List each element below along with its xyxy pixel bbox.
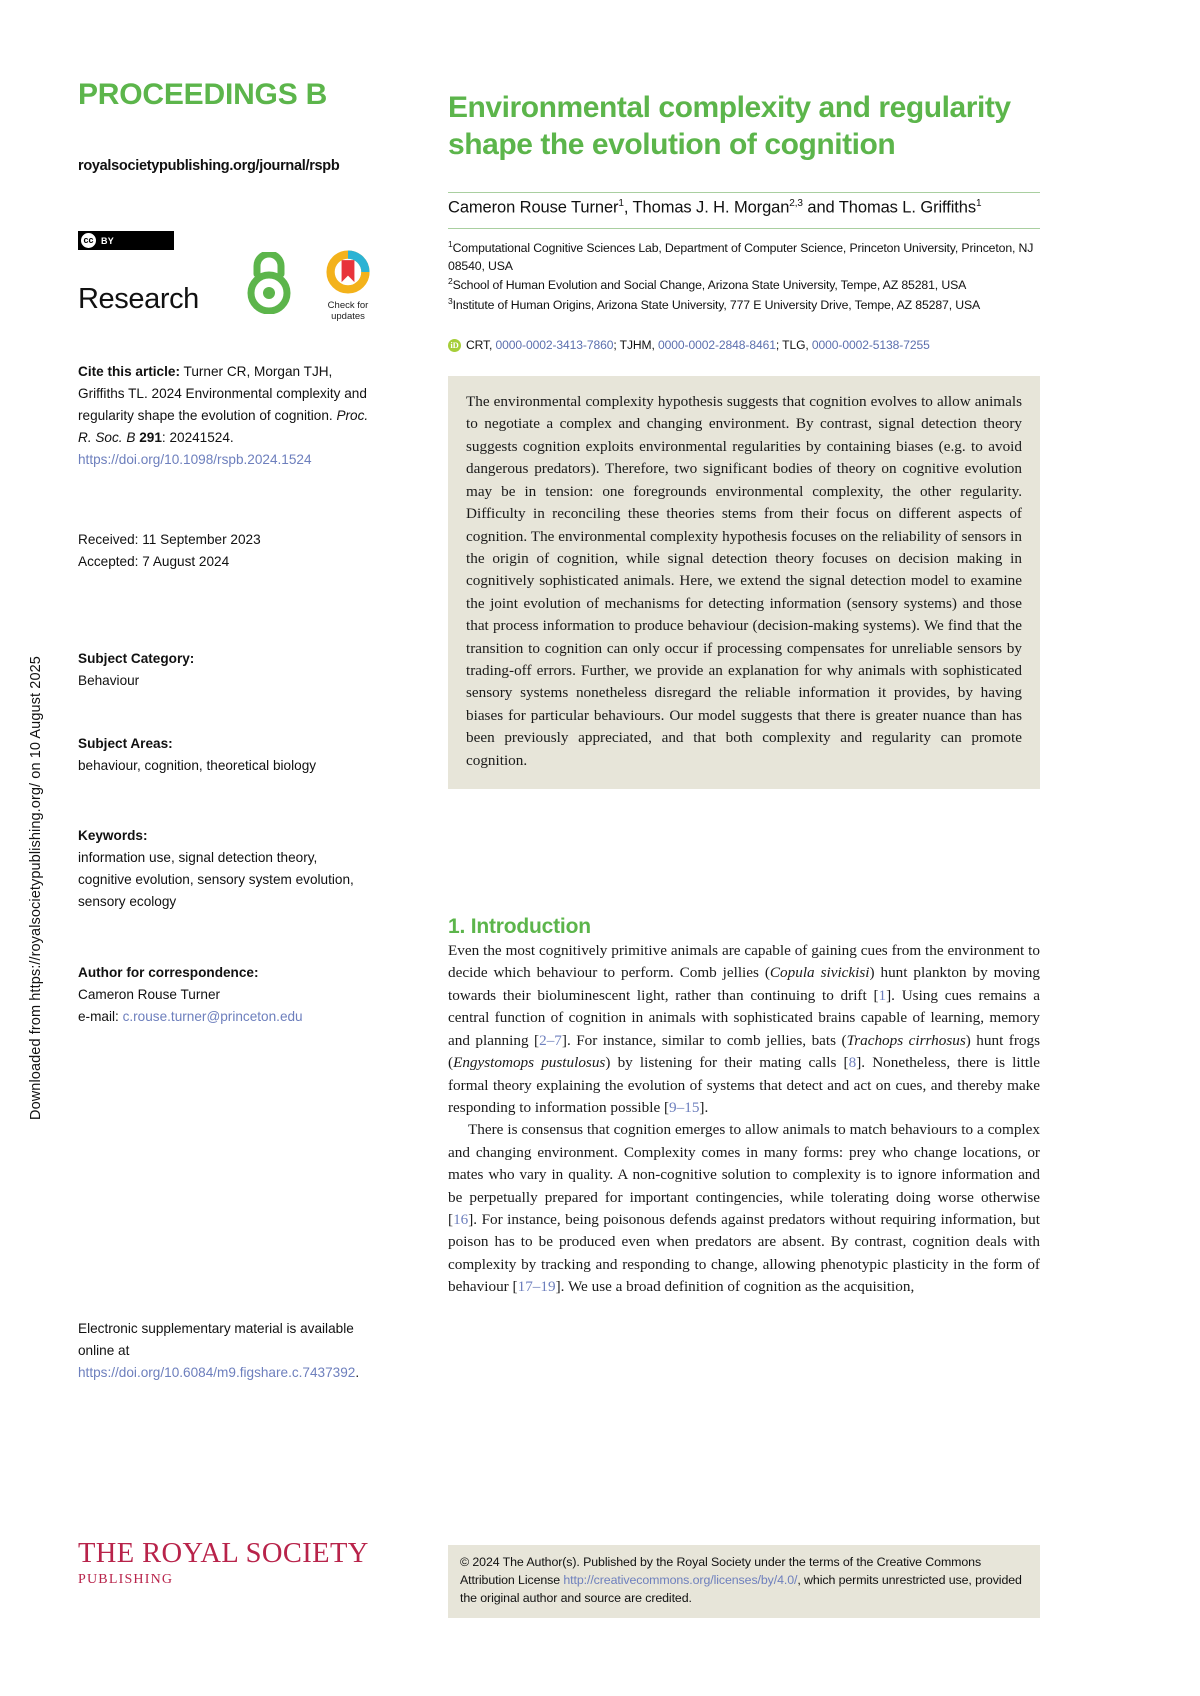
cite-volume: 291	[139, 430, 162, 446]
subject-category-block	[78, 648, 370, 692]
corresponding-author-name: Cameron Rouse Turner	[78, 987, 221, 1003]
sidebar	[78, 0, 378, 1696]
subject-areas-block	[78, 733, 370, 777]
author-list: Cameron Rouse Turner$^1$, Thomas J. H. Morgan$^{2,3}$ and Thomas L. Griffiths$^1$	[448, 198, 982, 217]
divider-above-authors	[448, 192, 1040, 193]
orcid-id-link[interactable]: 0000-0002-2848-8461	[658, 338, 776, 352]
supplementary-text-end: .	[355, 1365, 360, 1381]
crossmark-check-for-updates[interactable]	[312, 250, 384, 323]
download-watermark	[8, 430, 44, 1130]
received-date: Received: 11 September 2023	[78, 532, 261, 547]
paragraph: Even the most cognitively primitive animals are capable of gaining cues from the environment to decide which behaviour to perform. Comb jellies (Copula sivickisi) hunt plankton by moving towards their bioluminescent light, rather than continuing to drift [1]. Using cues remains a central function of cognition in animals with sophisticated brains capable of learning, memory and planning [2–7]. For instance, similar to comb jellies, bats (Trachops cirrhosus) hunt frogs (Engystomops pustulosus) by listening for their mating calls [8]. Nonetheless, there is little formal theory explaining the evolution of systems that detect and act on cues, and thereby make responding to information possible [9–15].	[448, 942, 1040, 1116]
author-correspondence-block	[78, 962, 370, 1028]
page-title: Environmental complexity and regularity shape the evolution of cognition	[448, 91, 1011, 161]
creative-commons-by-badge	[78, 231, 174, 250]
orcid-icon: iD	[448, 339, 461, 352]
publication-dates	[78, 529, 370, 573]
cite-doi-link[interactable]: https://doi.org/10.1098/rspb.2024.1524	[78, 452, 312, 468]
crossmark-label: Check for updates	[327, 300, 369, 322]
orcid-entries: CRT, 0000-0002-3413-7860; TJHM, 0000-0002-2848-8461; TLG, 0000-0002-5138-7255	[466, 338, 930, 352]
open-access-lock-icon	[241, 252, 297, 314]
subject-category-heading: Subject Category:	[78, 651, 195, 666]
cite-heading: Cite this article:	[78, 364, 180, 379]
subject-areas-heading: Subject Areas:	[78, 736, 173, 751]
royal-society-logo-main: THE ROYAL SOCIETY	[78, 1538, 369, 1569]
keywords-heading: Keywords:	[78, 828, 148, 843]
orcid-line	[448, 338, 1040, 352]
accepted-date: Accepted: 7 August 2024	[78, 554, 230, 570]
orcid-id-link[interactable]: 0000-0002-3413-7860	[495, 338, 614, 352]
supplementary-link[interactable]: https://doi.org/10.6084/m9.figshare.c.7437392	[78, 1365, 356, 1381]
orcid-initials: TJHM	[619, 338, 652, 352]
affiliation-item: $^3$Institute of Human Origins, Arizona State University, 777 E University Drive, Tempe, AZ 85287, USA	[448, 295, 981, 312]
supplementary-material-block	[78, 1318, 370, 1384]
affiliations-list	[448, 238, 1040, 314]
download-watermark-text: Downloaded from https://royalsocietypublishing.org/ on 10 August 2025	[28, 656, 44, 1120]
crossmark-icon	[326, 250, 370, 294]
orcid-initials: CRT	[466, 338, 489, 352]
cc-icon: cc	[81, 233, 96, 248]
citation-block	[78, 361, 370, 471]
royal-society-logo-sub: PUBLISHING	[78, 1571, 174, 1587]
cc-by-label: BY	[101, 235, 115, 246]
section-label-research: Research	[78, 283, 199, 315]
abstract: The environmental complexity hypothesis suggests that cognition evolves to allow animals to negotiate a complex and changing environment. By contrast, signal detection theory suggests cognition exploits environmental regularities by containing biases (e.g. to avoid dangerous predators). Therefore, two significant bodies of theory on cognitive evolution may be in tension: one foregrounds environmental complexity, the other regularity. Difficulty in reconciling these theories stems from their focus on different aspects of cognition. The environmental complexity hypothesis focuses on the reliability of sensors in the origin of cognition, while signal detection theory focuses on decision making in cognitively sophisticated animals. Here, we extend the signal detection model to examine the joint evolution of mechanisms for detecting information (sensory systems) and those that process information to produce behaviour (decision-making systems). We find that the transition to cognition can only occur if processing compensates for unreliable sensors by trading-off errors. Further, we provide an explanation for why animals with sophisticated sensory systems nonetheless disregard the reliable information it provides, by having biases for particular behaviours. Our model suggests that there is greater nuance than has been previously appreciated, and that both complexity and regularity can promote cognition.	[448, 376, 1040, 789]
copyright-license-footer: © 2024 The Author(s). Published by the Royal Society under the terms of the Creative Commons Attribution License http://creativecommons.org/licenses/by/4.0/, which permits unrestricted use, provided the original author and source are credited.	[448, 1545, 1040, 1618]
email-label: e-mail:	[78, 1009, 123, 1025]
email-link[interactable]: c.rouse.turner@princeton.edu	[122, 1009, 303, 1025]
subject-areas-value: behaviour, cognition, theoretical biology	[78, 758, 317, 774]
keywords-block	[78, 825, 370, 913]
affiliation-item: $^2$School of Human Evolution and Social Change, Arizona State University, Tempe, AZ 85281, USA	[448, 276, 967, 293]
introduction-body	[448, 940, 1040, 1299]
paragraph: There is consensus that cognition emerges to allow animals to match behaviours to a complex and changing environment. Complexity comes in many forms: prey who change locations, or mates who vary in quality. A non-cognitive solution to complexity is to ignore information and be perpetually prepared for important contingencies, while tolerating doing worse otherwise [16]. For instance, being poisonous defends against predators without requiring information, but poison has to be produced even when predators are absent. By contrast, cognition deals with complexity by tracking and responding to change, allowing phenotypic plasticity in the form of behaviour [17–19]. We use a broad definition of cognition as the acquisition,	[448, 1121, 1040, 1296]
royal-society-publishing-logo	[78, 1540, 369, 1588]
affiliation-item: $^1$Computational Cognitive Sciences Lab, Department of Computer Science, Princeton University, Princeton, NJ 08540, USA	[448, 239, 1034, 273]
subject-category-value: Behaviour	[78, 673, 140, 689]
orcid-initials: TLG	[782, 338, 806, 352]
author-correspondence-heading: Author for correspondence:	[78, 965, 259, 980]
orcid-id-link[interactable]: 0000-0002-5138-7255	[811, 338, 930, 352]
keywords-value: information use, signal detection theory, cognitive evolution, sensory system evolution, sensory ecology	[78, 850, 354, 910]
journal-url[interactable]: royalsocietypublishing.org/journal/rspb	[78, 158, 340, 174]
cite-text: Turner CR, Morgan TJH, Griffiths TL. 2024 Environmental complexity and regularity shape the evolution of cognition.	[78, 364, 367, 424]
divider-below-authors	[448, 228, 1040, 229]
cite-journal: Proc. R. Soc. B	[78, 408, 369, 446]
section-heading-introduction: 1. Introduction	[448, 915, 591, 939]
supplementary-text: Electronic supplementary material is available online at	[78, 1321, 354, 1359]
cite-article-number: : 20241524.	[161, 430, 234, 446]
journal-brand-title: PROCEEDINGS B	[78, 78, 328, 111]
